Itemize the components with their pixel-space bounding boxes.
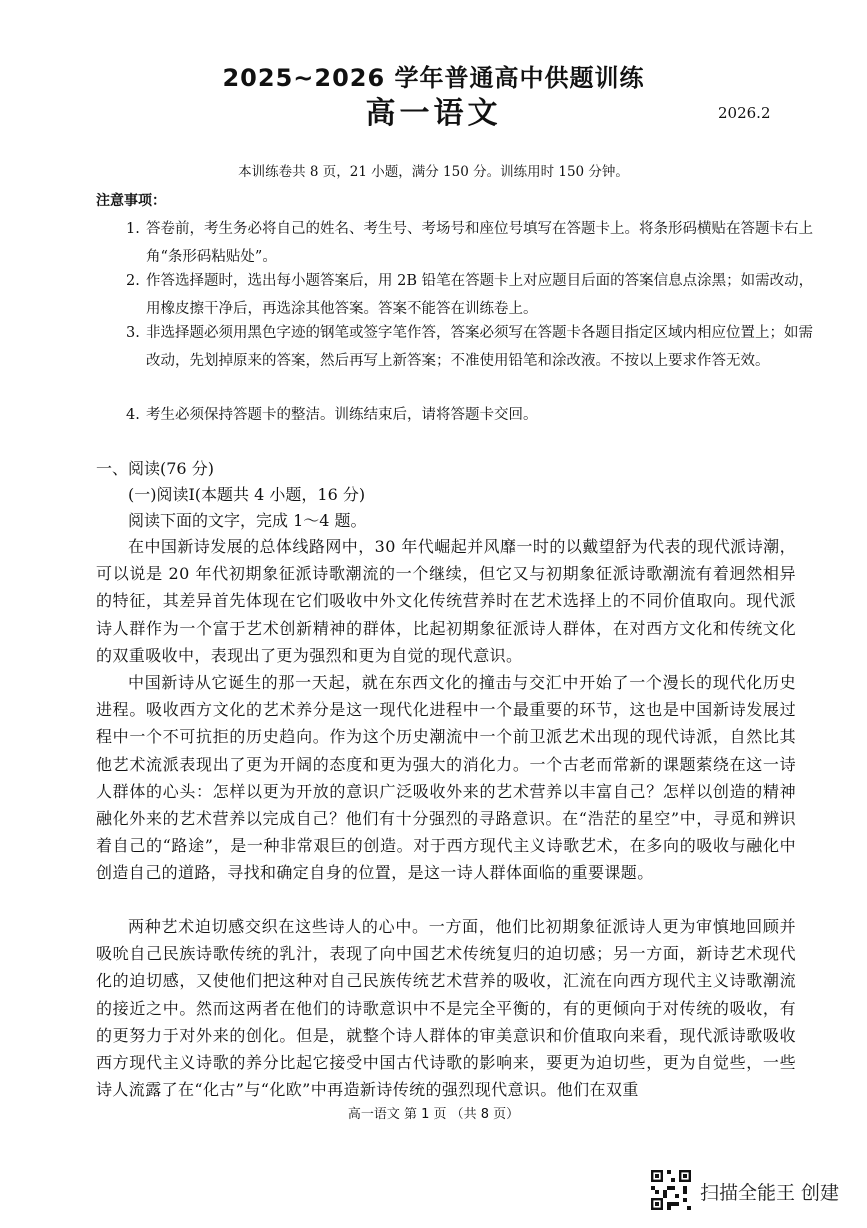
notice-text: 考生必须保持答题卡的整洁。训练结束后，请将答题卡交回。 <box>146 407 538 423</box>
notice-item <box>126 401 816 429</box>
notice-heading: 注意事项： <box>96 193 166 209</box>
exam-title: 2025~2026 学年普通高中供题训练 <box>222 64 645 92</box>
notice-number: 2. <box>126 273 140 289</box>
qr-code-icon <box>651 1170 691 1210</box>
section-instruction: 阅读下面的文字，完成 1～4 题。 <box>128 511 367 530</box>
notice-text: 非选择题必须用黑色字迹的钢笔或签字笔作答，答案必须写在答题卡各题目指定区域内相应位置上；如需改动，先划掉原来的答案，然后再写上新答案；不准使用铅笔和涂改液。不按以上要求作答无效。 <box>146 325 813 369</box>
exam-date: 2026.2 <box>718 104 771 122</box>
notice-number: 3. <box>126 325 140 341</box>
notice-number: 4. <box>126 407 140 423</box>
notice-item <box>126 319 816 375</box>
passage-paragraph: 在中国新诗发展的总体线路网中，30 年代崛起并风靡一时的以戴望舒为代表的现代派诗潮，可以说是 20 年代初期象征派诗歌潮流的一个继续，但它又与初期象征派诗歌潮流有着迥然相异的特征，其差异首先体现在它们吸收中外文化传统营养时在艺术选择上的不同价值取向。现代派诗人群作为一个富于艺术创新精神的群体，比起初期象征派诗人群体，在对西方文化和传统文化的双重吸收中，表现出了更为强烈和更为自觉的现代意识。 <box>96 537 796 665</box>
section-sub: (一)阅读Ⅰ(本题共 4 小题，16 分) <box>128 485 366 504</box>
page-footer: 高一语文 第 1 页 （共 8 页） <box>347 1107 520 1122</box>
notice-item <box>126 267 816 323</box>
notice-item <box>126 215 816 271</box>
exam-info: 本训练卷共 8 页，21 小题，满分 150 分。训练用时 150 分钟。 <box>238 164 629 180</box>
passage-paragraph: 中国新诗从它诞生的那一天起，就在东西文化的撞击与交汇中开始了一个漫长的现代化历史进程。吸收西方文化的艺术养分是这一现代化进程中一个最重要的环节，这也是中国新诗发展过程中一个不可抗拒的历史趋向。作为这个历史潮流中一个前卫派艺术出现的现代诗派，自然比其他艺术流派表现出了更为开阔的态度和更为强大的消化力。一个古老而常新的课题萦绕在这一诗人群体的心头：怎样以更为开放的意识广泛吸收外来的艺术营养以丰富自己？怎样以创造的精神融化外来的艺术营养以完成自己？他们有十分强烈的寻路意识。在“浩茫的星空”中，寻觅和辨识着自己的“路途”，是一种非常艰巨的创造。对于西方现代主义诗歌艺术，在多向的吸收与融化中创造自己的道路，寻找和确定自身的位置，是这一诗人群体面临的重要课题。 <box>96 673 796 883</box>
section-part: 一、阅读(76 分) <box>96 459 214 478</box>
notice-text: 答卷前，考生务必将自己的姓名、考生号、考场号和座位号填写在答题卡上。将条形码横贴在答题卡右上角“条形码粘贴处”。 <box>146 221 813 265</box>
notice-number: 1. <box>126 221 140 237</box>
scanner-watermark: 扫描全能王 创建 <box>700 1182 840 1204</box>
notice-text: 作答选择题时，选出每小题答案后，用 2B 铅笔在答题卡上对应题目后面的答案信息点涂黑；如需改动，用橡皮擦干净后，再选涂其他答案。答案不能答在训练卷上。 <box>146 273 814 317</box>
subject-title: 高一语文 <box>365 96 502 131</box>
passage-paragraph: 两种艺术迫切感交织在这些诗人的心中。一方面，他们比初期象征派诗人更为审慎地回顾并吸吮自己民族诗歌传统的乳汁，表现了向中国艺术传统复归的迫切感；另一方面，新诗艺术现代化的迫切感，又使他们把这种对自己民族传统艺术营养的吸收，汇流在向西方现代主义诗歌潮流的接近之中。然而这两者在他们的诗歌意识中不是完全平衡的，有的更倾向于对传统的吸收，有的更努力于对外来的创化。但是，就整个诗人群体的审美意识和价值取向来看，现代派诗歌吸收西方现代主义诗歌的养分比起它接受中国古代诗歌的影响来，要更为迫切些，更为自觉些，一些诗人流露了在“化古”与“化欧”中再造新诗传统的强烈现代意识。他们在双重 <box>96 917 796 1100</box>
